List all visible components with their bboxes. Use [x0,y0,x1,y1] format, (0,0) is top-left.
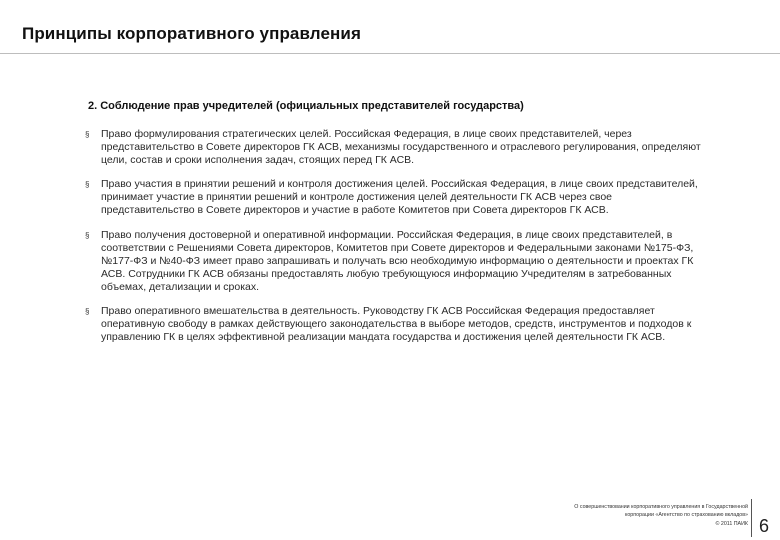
page-number: 6 [759,516,770,536]
footer-divider [751,499,752,537]
bullet-item [84,305,704,344]
footer-line-2: корпорации «Агентство по страхованию вкладов» [624,512,748,519]
section-heading: 2. Соблюдение прав учредителей (официальных представителей государства) [88,100,524,112]
bullet-item [84,128,704,167]
bullet-text: Право формулирования стратегических целей. Российская Федерация, в лице своих представителей, через представительство в Совете директоров ГК АСВ, механизмы государственного и отраслевого регулирования, определяют цели, состав и сроки исполнения задач, стоящих перед ГК АСВ. [101,128,701,167]
bullet-text: Право оперативного вмешательства в деятельность. Руководству ГК АСВ Российская Федерация предоставляет оперативную свободу в рамках действующего законодательства в выборе методов, средств, инструментов и подходов к управлению ГК в целях эффективной реализации мандата государства и достижения целей деятельности ГК АСВ. [101,305,692,344]
bullet-marker-icon: § [85,230,90,240]
bullet-item [84,229,704,294]
bullet-marker-icon: § [85,180,90,190]
bullet-marker-icon: § [85,130,90,139]
bullet-list [84,128,704,355]
title-divider [0,53,780,54]
footer-line-1: О совершенствовании корпоративного управления в Государственной [574,503,748,510]
bullet-item [84,178,704,217]
bullet-text: Право получения достоверной и оперативной информации. Российская Федерация, в лице своих представителей, в соответствии с Решениями Совета директоров, Комитетов при Совете директоров и Федеральными законами №175-ФЗ, №177-ФЗ и №40-ФЗ имеет право запрашивать и получать всю необходимую информацию о деятельности и проектах ГК АСВ. Сотрудники ГК АСВ обязаны предоставлять любую требующуюся информацию Учредителям в затребованных объемах, детализации и сроках. [101,228,694,293]
footer-line-3: © 2011 ПАИК [715,520,748,527]
bullet-text: Право участия в принятии решений и контроля достижения целей. Российская Федерация, в лице своих представителей, принимает участие в принятии решений и контроле достижения целей деятельности ГК АСВ через свое представительство в Совете директоров и участие в работе Комитетов при Совета директоров ГК АСВ. [101,178,698,217]
bullet-marker-icon: § [85,307,90,317]
slide-title: Принципы корпоративного управления [22,24,361,43]
footer-caption [528,503,748,528]
